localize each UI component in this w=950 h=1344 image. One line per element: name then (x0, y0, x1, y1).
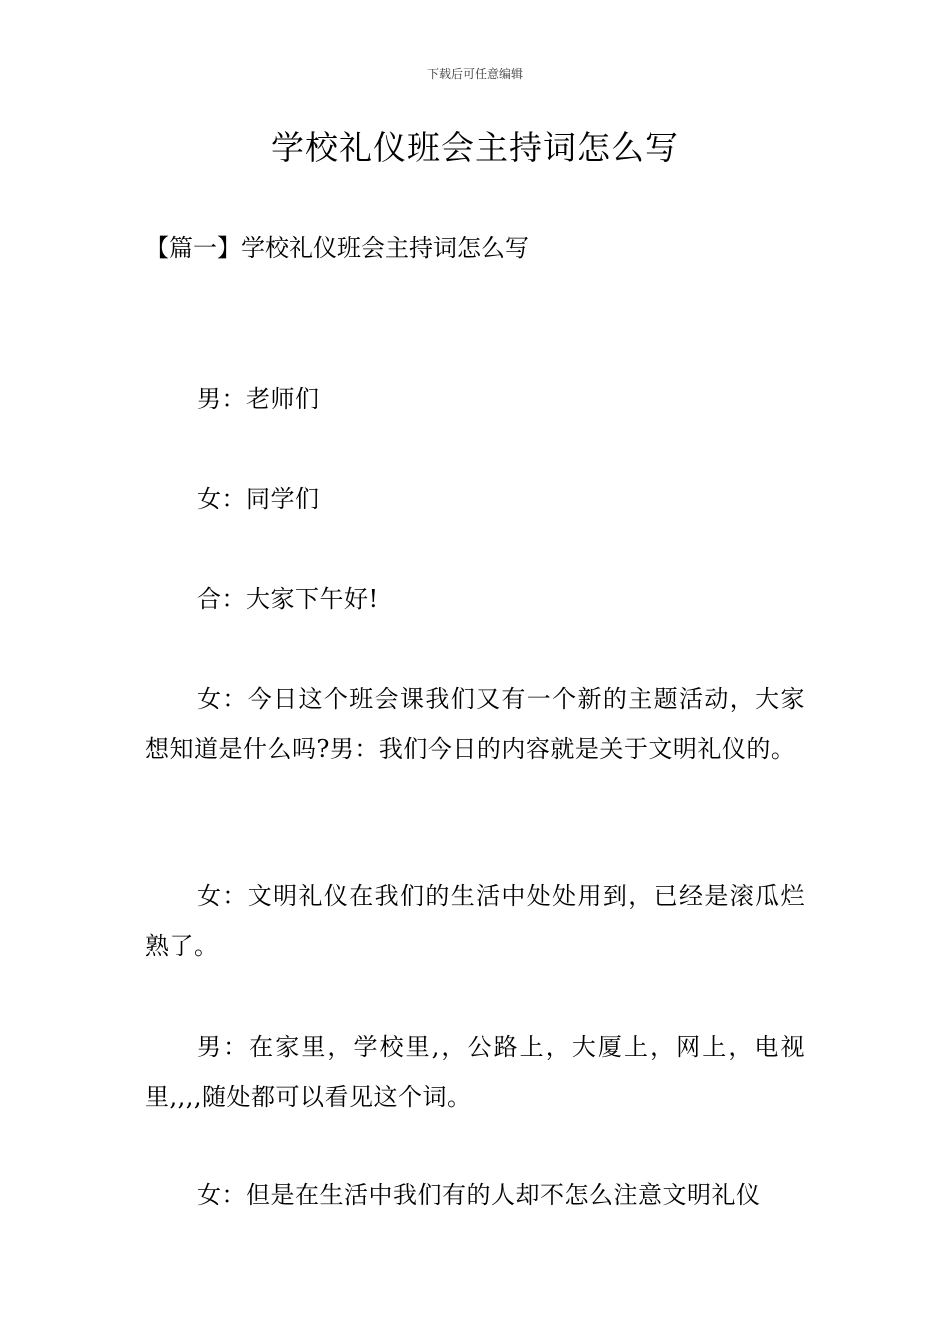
paragraph: 男：在家里，学校里,，公路上，大厦上，网上，电视里,,,,随处都可以看见这个词。 (145, 1033, 805, 1111)
header-note: 下载后可任意编辑 (426, 67, 523, 81)
document-title: 学校礼仪班会主持词怎么写 (271, 128, 679, 167)
paragraph: 合：大家下午好! (197, 585, 379, 613)
section-heading: 【篇一】学校礼仪班会主持词怎么写 (145, 234, 529, 262)
paragraph: 女：今日这个班会课我们又有一个新的主题活动，大家想知道是什么吗?男：我们今日的内容就是关于文明礼仪的。 (145, 685, 805, 763)
paragraph: 男：老师们 (197, 385, 320, 413)
paragraph: 女：同学们 (197, 485, 320, 513)
paragraph: 女：但是在生活中我们有的人却不怎么注意文明礼仪 (197, 1181, 761, 1209)
paragraph: 女：文明礼仪在我们的生活中处处用到，已经是滚瓜烂熟了。 (145, 882, 805, 960)
